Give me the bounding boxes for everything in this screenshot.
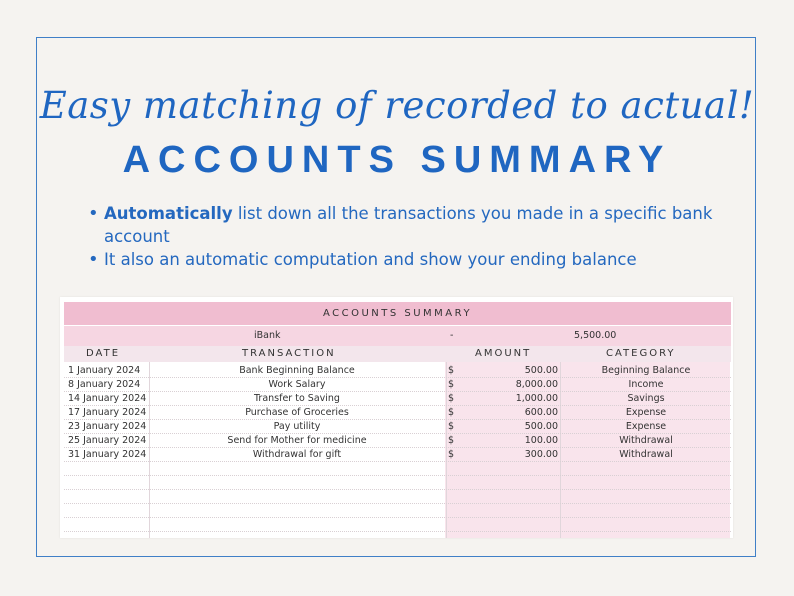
header-transaction: TRANSACTION — [242, 348, 336, 359]
cell-currency[interactable]: $ — [448, 379, 455, 390]
account-balance: 5,500.00 — [574, 330, 617, 341]
cell-category[interactable]: Income — [628, 379, 664, 390]
header-category: CATEGORY — [606, 348, 676, 359]
sheet-title: ACCOUNTS SUMMARY — [64, 302, 731, 325]
cell-amount[interactable]: 600.00 — [524, 407, 558, 418]
headline-script: Easy matching of recorded to actual! — [39, 84, 755, 127]
feature-text: It also an automatic computation and show your ending balance — [104, 250, 637, 269]
cell-category[interactable]: Expense — [625, 407, 667, 418]
table-row[interactable] — [64, 392, 731, 406]
cell-date[interactable]: 1 January 2024 — [68, 365, 141, 376]
cell-transaction[interactable]: Send for Mother for medicine — [227, 435, 367, 446]
table-row[interactable] — [64, 504, 731, 518]
header-date: DATE — [86, 348, 121, 359]
table-row[interactable] — [64, 406, 731, 420]
cell-category[interactable]: Beginning Balance — [601, 365, 691, 376]
feature-bold: Automatically — [104, 204, 233, 223]
cell-date[interactable]: 14 January 2024 — [68, 393, 147, 404]
table-row[interactable] — [64, 378, 731, 392]
cell-currency[interactable]: $ — [448, 435, 455, 446]
headline-main: ACCOUNTS SUMMARY — [122, 139, 672, 181]
cell-date[interactable]: 31 January 2024 — [68, 449, 147, 460]
cell-currency[interactable]: $ — [448, 449, 455, 460]
cell-transaction[interactable]: Withdrawal for gift — [252, 449, 342, 460]
cell-currency[interactable]: $ — [448, 407, 455, 418]
cell-category[interactable]: Expense — [625, 421, 667, 432]
cell-amount[interactable]: 100.00 — [524, 435, 558, 446]
spreadsheet — [60, 297, 733, 538]
feature-item — [88, 248, 728, 271]
cell-transaction[interactable]: Purchase of Groceries — [245, 407, 349, 418]
cell-transaction[interactable]: Pay utility — [273, 421, 321, 432]
account-row[interactable] — [64, 326, 731, 346]
cell-transaction[interactable]: Bank Beginning Balance — [239, 365, 355, 376]
table-row[interactable] — [64, 434, 731, 448]
cell-amount[interactable]: 500.00 — [524, 365, 558, 376]
cell-currency[interactable]: $ — [448, 365, 455, 376]
feature-text: list down all the transactions you made in a specific bank account — [104, 204, 713, 246]
cell-amount[interactable]: 1,000.00 — [515, 393, 558, 404]
header-amount: AMOUNT — [475, 348, 532, 359]
cell-date[interactable]: 17 January 2024 — [68, 407, 147, 418]
cell-amount[interactable]: 300.00 — [524, 449, 558, 460]
feature-list — [88, 202, 728, 271]
account-dash: - — [450, 330, 454, 341]
cell-category[interactable]: Withdrawal — [619, 449, 673, 460]
table-row[interactable] — [64, 364, 731, 378]
cell-category[interactable]: Savings — [627, 393, 665, 404]
cell-amount[interactable]: 500.00 — [524, 421, 558, 432]
cell-currency[interactable]: $ — [448, 393, 455, 404]
table-row[interactable] — [64, 448, 731, 462]
cell-currency[interactable]: $ — [448, 421, 455, 432]
table-row[interactable] — [64, 476, 731, 490]
cell-date[interactable]: 23 January 2024 — [68, 421, 147, 432]
table-row[interactable] — [64, 490, 731, 504]
feature-item — [88, 202, 728, 248]
cell-transaction[interactable]: Transfer to Saving — [254, 393, 340, 404]
table-row[interactable] — [64, 518, 731, 532]
cell-transaction[interactable]: Work Salary — [268, 379, 326, 390]
table-row[interactable] — [64, 420, 731, 434]
header-row — [64, 346, 731, 362]
table-row[interactable] — [64, 462, 731, 476]
cell-date[interactable]: 25 January 2024 — [68, 435, 147, 446]
account-name[interactable]: iBank — [254, 330, 281, 341]
cell-category[interactable]: Withdrawal — [619, 435, 673, 446]
cell-date[interactable]: 8 January 2024 — [68, 379, 141, 390]
cell-amount[interactable]: 8,000.00 — [515, 379, 558, 390]
